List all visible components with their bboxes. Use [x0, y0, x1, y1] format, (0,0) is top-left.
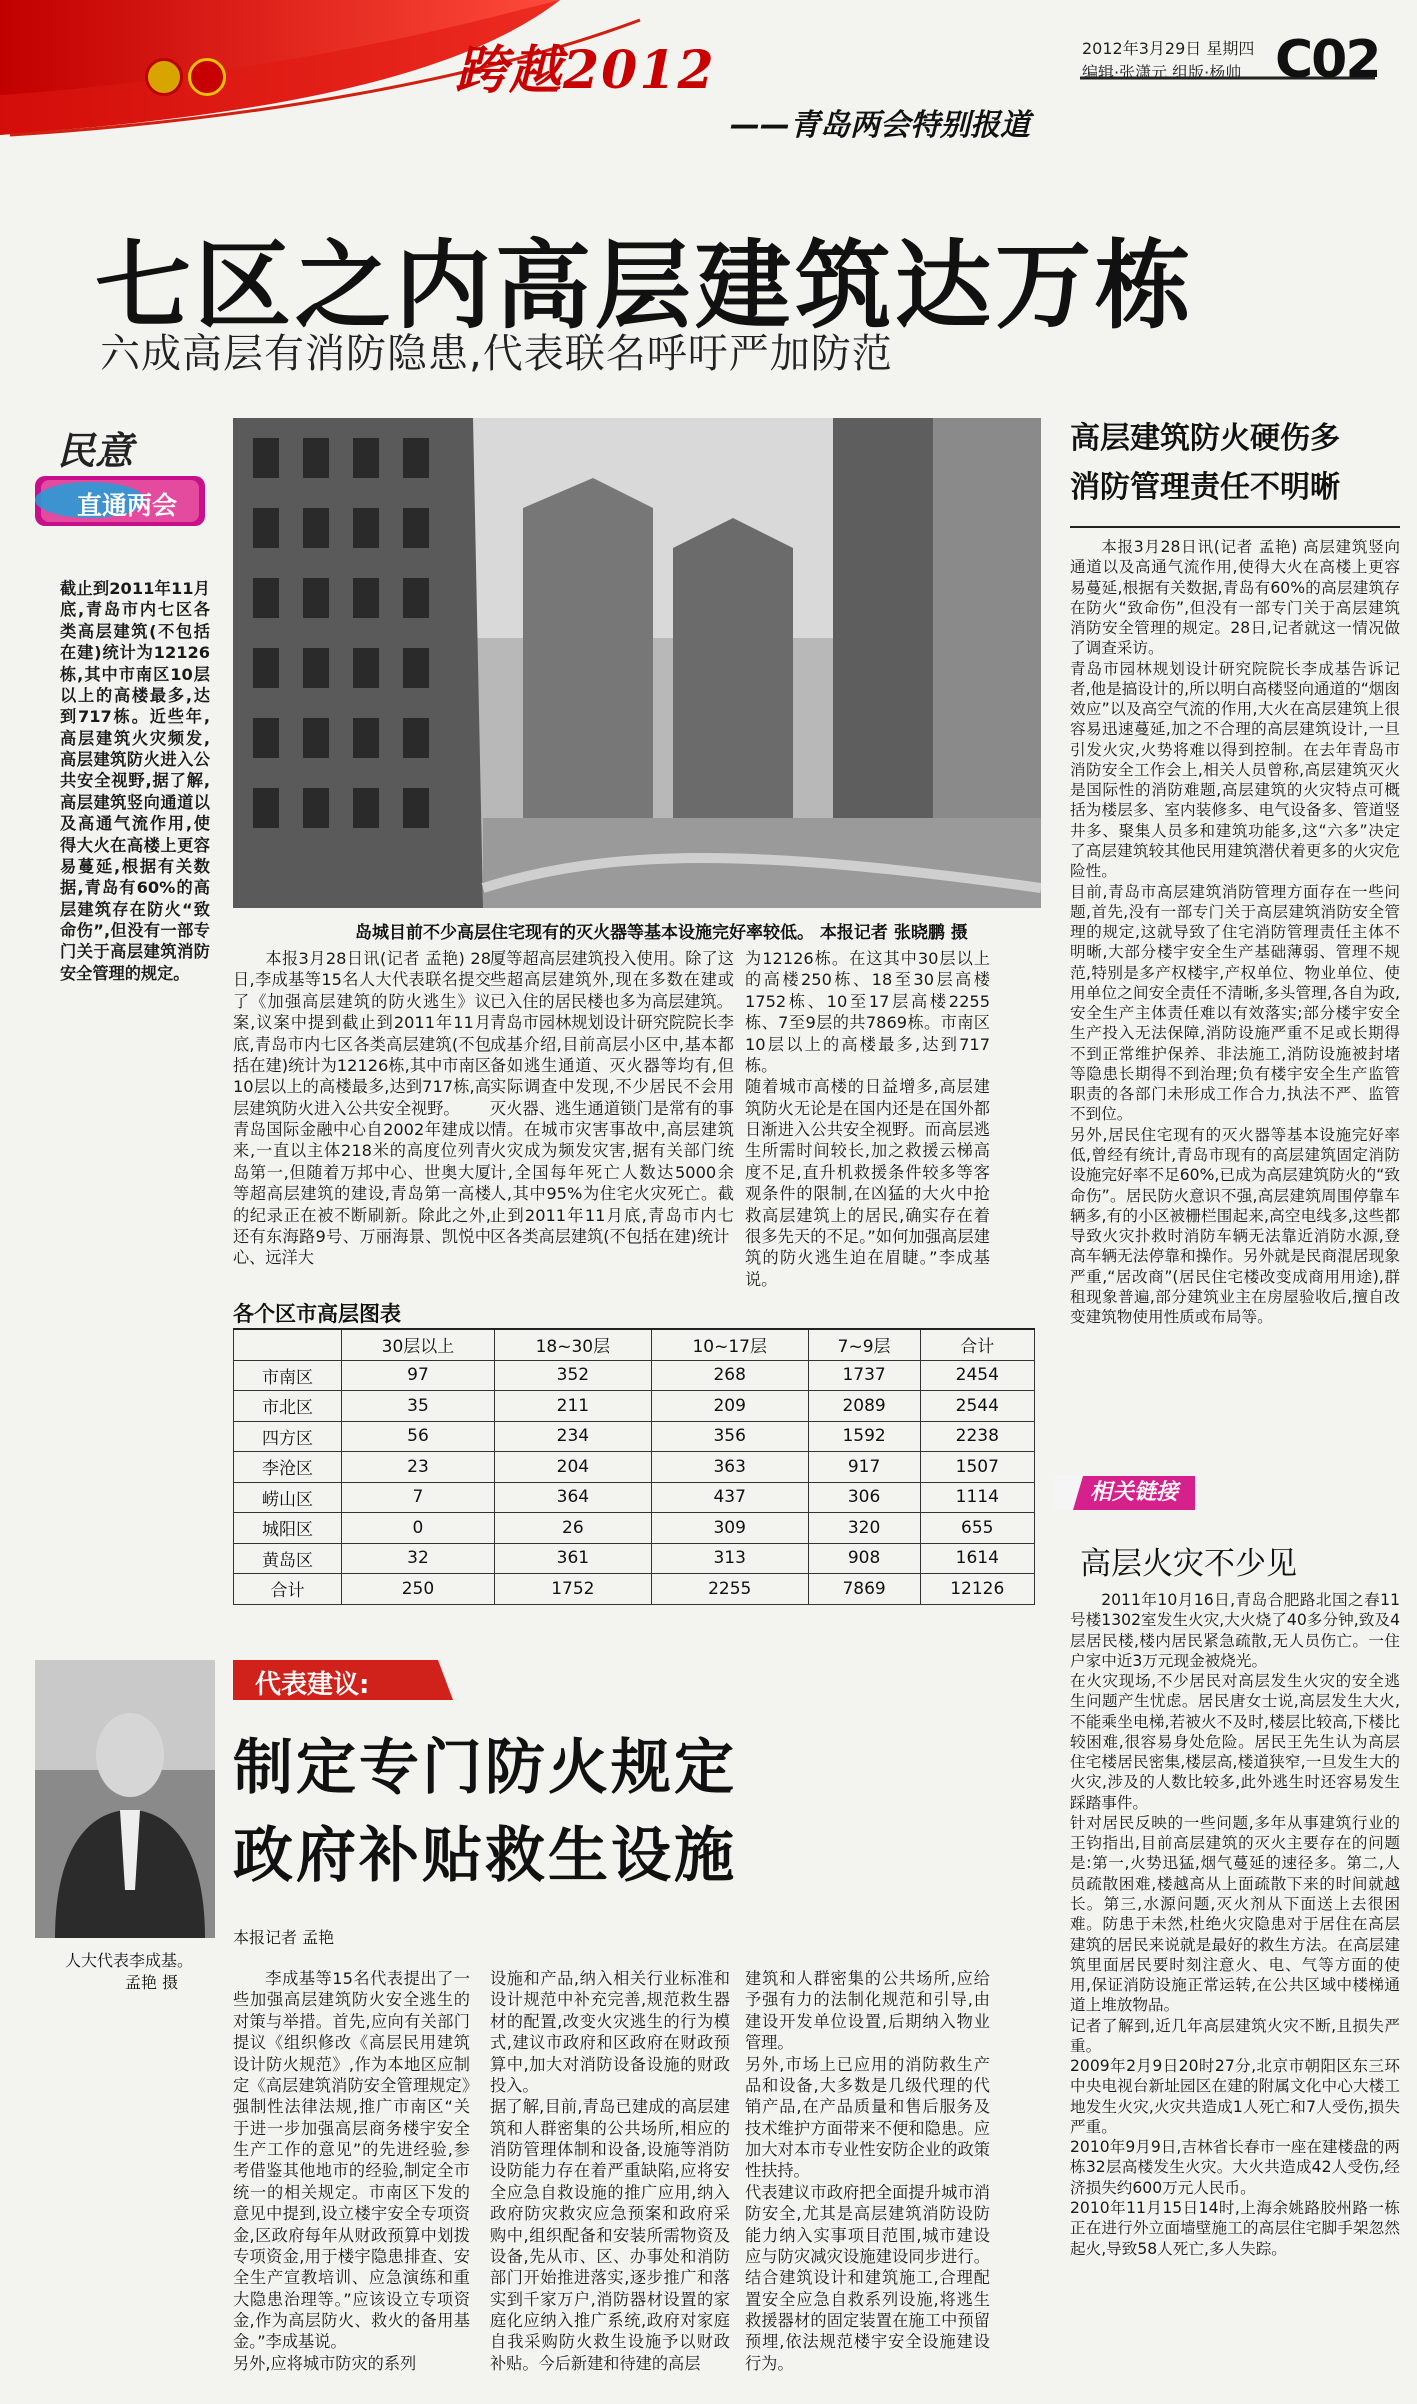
national-emblem-icon — [145, 58, 183, 96]
related-link-label: 相关链接 — [1090, 1480, 1179, 1505]
proposal-label: 代表建议: — [255, 1670, 370, 1700]
table-cell: 306 — [808, 1482, 920, 1513]
issue-date: 2012年3月29日 星期四 — [1082, 39, 1255, 58]
brand-title: 跨越2012 — [455, 40, 716, 101]
article-text-2: 厦等超高层建筑投入使用。除了这些超高层建筑外,现在多数在建或已入住的居民楼也多为高层建筑。 青岛市园林规划设计研究院院长李成基介绍,目前高层小区中,基本都备如逃生通道、灭火器等均有,但实际调查中发现,不少居民不会用灭火器、逃生通道锁门是常有的事情。在城市灾害事故中,高层建筑火灾成为频发灾害,据有关部门统计,全国每年死亡人数达5000余人,其中95%为住宅火灾死亡。截止到2011年11月底,青岛市内七区各类高层建筑(不包括在建)统计 — [490, 949, 734, 1246]
table-cell: 437 — [651, 1482, 808, 1513]
table-cell: 917 — [808, 1452, 920, 1483]
sidebar-headline-1: 高层建筑防火硬伤多 — [1070, 421, 1340, 456]
table-cell: 7869 — [808, 1574, 920, 1605]
table-cell: 市南区 — [234, 1360, 342, 1391]
table-header-cell — [234, 1329, 342, 1360]
proposal-text-3: 建筑和人群密集的公共场所,应给予强有力的法制化规范和引导,由建设开发单位设置,后期纳入物业管理。 另外,市场上已应用的消防救生产品和设备,大多数是几级代理的代销产品,在产品质量和售后服务及技术维护方面带来不便和隐患。应加大对本市专业性安防企业的政策性扶持。 代表建议市政府把全面提升城市消防安全,尤其是高层建筑消防设防能力纳入实事项目范围,城市建设应与防灾减灾设施建设同步进行。结合建筑设计和建筑施工,合理配置安全应急自救系列设施,将逃生救援器材的固定装置在施工中预留预埋,依法规范楼宇安全设施建设行为。 — [745, 1969, 990, 2373]
page-subheadline: 六成高层有消防隐患,代表联名呼吁严加防范 — [100, 331, 893, 377]
table-cell: 250 — [342, 1574, 495, 1605]
table-cell: 1114 — [920, 1482, 1034, 1513]
table-cell: 361 — [494, 1543, 651, 1574]
table-cell: 四方区 — [234, 1421, 342, 1452]
table-cell: 364 — [494, 1482, 651, 1513]
article-text-3: 为12126栋。在这其中30层以上的高楼250栋、18至30层高楼1752栋、10至17层高楼2255栋、7至9层的共7869栋。市南区10层以上的高楼最多,达到717栋。 随着城市高楼的日益增多,高层建筑防火无论是在国内还是在国外都日渐进入公共安全视野。而高层逃生所需时间较长,加之救援云梯高度不足,直升机救援条件较多等客观条件的限制,在凶猛的大火中抢救高层建筑上的居民,确实存在着很多先天的不足。”如何加强高层建筑的防火逃生迫在眉睫。”李成基说。 — [745, 949, 990, 1289]
table-cell: 李沧区 — [234, 1452, 342, 1483]
article-column-2 — [490, 948, 734, 1247]
table-cell: 2089 — [808, 1391, 920, 1422]
sidebar-divider — [1070, 526, 1400, 528]
table-row — [234, 1452, 1035, 1483]
table-row — [234, 1513, 1035, 1544]
table-cell: 2238 — [920, 1421, 1034, 1452]
table-cell: 2255 — [651, 1574, 808, 1605]
table-cell: 2454 — [920, 1360, 1034, 1391]
table-cell: 356 — [651, 1421, 808, 1452]
table-cell: 7 — [342, 1482, 495, 1513]
table-cell: 234 — [494, 1421, 651, 1452]
table-row — [234, 1360, 1035, 1391]
column-logo-subtitle: 直通两会 — [77, 491, 178, 520]
related-headline: 高层火灾不少见 — [1080, 1546, 1297, 1582]
table-row — [234, 1482, 1035, 1513]
table-cell: 1614 — [920, 1543, 1034, 1574]
proposal-column-3 — [745, 1968, 990, 2374]
table-cell: 1737 — [808, 1360, 920, 1391]
related-article — [1070, 1590, 1400, 2259]
table-cell: 209 — [651, 1391, 808, 1422]
table-cell: 97 — [342, 1360, 495, 1391]
table-cell: 2544 — [920, 1391, 1034, 1422]
table-cell: 320 — [808, 1513, 920, 1544]
proposal-byline: 本报记者 孟艳 — [233, 1928, 335, 1947]
article-column-1 — [233, 948, 491, 1269]
sidebar-text: 本报3月28日讯(记者 孟艳) 高层建筑竖向通道以及高通气流作用,使得大火在高楼上更容易蔓延,根据有关数据,青岛有60%的高层建筑存在防火“致命伤”,但没有一部专门关于高层建筑消防安全管理的规定。28日,记者就这一情况做了调查采访。 青岛市园林规划设计研究院院长李成基告诉记者,他是搞设计的,所以明白高楼竖向通道的“烟囱效应”以及高空气流的作用,大火在高层建筑上很容易迅速蔓延,加之不合理的高层建筑设计,一旦引发火灾,火势将难以得到控制。在去年青岛市消防安全工作会上,相关人员曾称,高层建筑灭火是国际性的消防难题,高层建筑的火灾特点可概括为楼层多、室内装修多、电气设备多、管道竖井多、聚集人员多和建筑功能多,这“六多”决定了高层建筑较其他民用建筑潜伏着更多的火灾危险性。 目前,青岛市高层建筑消防管理方面存在一些问题,首先,没有一部专门关于高层建筑消防安全管理的规定,这就导致了住宅消防管理责任主体不明晰,大部分楼宇安全生产基础薄弱、管理不规范,特别是多产权楼宇,产权单位、物业单位、使用单位之间安全责任不清晰,多头管理,各自为政,安全生产主体责任难以有效落实;部分楼宇安全生产投入无法保障,消防设施严重不足或长期得不到正常维护保养、非法施工,消防设施被封堵等隐患长期得不到治理;负有楼宇安全生产监管职责的各部门未形成工作合力,执法不严、监管不到位。 另外,居民住宅现有的灭火器等基本设施完好率低,曾经有统计,青岛市现有的高层建筑固定消防设施完好率不足60%,已成为高层建筑防火的“致命伤”。居民防火意识不强,高层建筑周围停靠车辆多,有的小区被栅栏围起来,高空电线多,这些都导致火灾扑救时消防车辆无法靠近消防水源,登高车辆无法停靠和操作。另外就是民商混居现象严重,“居改商”(居民住宅楼改变成商用用途),群租现象普遍,部分建筑业主在房屋验收后,擅自改变建筑物使用性质或布局等。 — [1070, 538, 1400, 1327]
table-cell: 23 — [342, 1452, 495, 1483]
table-header-cell: 10~17层 — [651, 1329, 808, 1360]
proposal-headline-1: 制定专门防火规定 — [233, 1733, 737, 1803]
table-row — [234, 1391, 1035, 1422]
representative-caption — [65, 1950, 193, 1993]
table-cell: 204 — [494, 1452, 651, 1483]
table-cell: 崂山区 — [234, 1482, 342, 1513]
table-header-cell: 18~30层 — [494, 1329, 651, 1360]
table-cell: 352 — [494, 1360, 651, 1391]
proposal-column-1 — [233, 1968, 470, 2374]
table-cell: 城阳区 — [234, 1513, 342, 1544]
representative-caption-name: 人大代表李成基。 — [65, 1951, 194, 1970]
brand-subtitle: ——青岛两会特别报道 — [730, 108, 1030, 143]
district-highrise-table — [233, 1328, 1035, 1605]
table-cell: 35 — [342, 1391, 495, 1422]
table-header-row — [234, 1329, 1035, 1360]
table-cell: 313 — [651, 1543, 808, 1574]
news-photo-high-rise — [233, 418, 1041, 908]
proposal-text-2: 设施和产品,纳入相关行业标准和设计规范中补充完善,规范救生器材的配置,改变火灾逃生的行为模式,建议市政府和区政府在财政预算中,加大对消防设备设施的财政投入。 据了解,目前,青岛已建成的高层建筑和人群密集的公共场所,相应的消防管理体制和设备,设施等消防设防能力存在着严重缺陷,应将安全应急自救设施的推广应用,纳入政府防灾救灾应急预案和政府采购中,组织配备和安装所需物资及设备,先从市、区、办事处和消防部门开始推进落实,逐步推广和落实到千家万户,消防器材设置的家庭化应纳入推广系统,政府对家庭自我采购防火救生设施予以财政补贴。今后新建和待建的高层 — [490, 1969, 730, 2373]
sidebar-article — [1070, 537, 1400, 1327]
table-header-cell: 合计 — [920, 1329, 1034, 1360]
column-logo-title: 民意 — [57, 428, 134, 473]
photo-caption: 岛城目前不少高层住宅现有的灭火器等基本设施完好率较低。 本报记者 张晓鹏 摄 — [355, 923, 968, 943]
related-text: 2011年10月16日,青岛合肥路北国之春11号楼1302室发生火灾,大火烧了40多分钟,致及4层居民楼,楼内居民紧急疏散,无人员伤亡。一住户家中近3万元现金被烧光。 在火灾现场,不少居民对高层发生火灾的安全逃生问题产生忧虑。居民唐女士说,高层发生大火,不能乘坐电梯,若被火不及时,楼层比较高,下楼比较困难,很容易身处危险。居民王先生认为高层住宅楼居民密集,楼层高,楼道狭窄,一旦发生大的火灾,涉及的人数比较多,此外逃生时还容易发生踩踏事件。 针对居民反映的一些问题,多年从事建筑行业的王钧指出,目前高层建筑的灭火主要存在的问题是:第一,火势迅猛,烟气蔓延的速径多。第二,人员疏散困难,楼越高从上面疏散下来的时间就越长。第三,水源问题,灭火剂从下面送上去很困难。防患于未然,杜绝火灾隐患对于居住在高层建筑的居民来说就是最好的救生方法。在高层建筑里面居民要时刻注意火、电、气等方面的使用,保证消防设施正常运转,在公共区域中楼梯通道上堆放物品。 记者了解到,近几年高层建筑火灾不断,且损失严重。 2009年2月9日20时27分,北京市朝阳区东三环中央电视台新址园区在建的附属文化中心大楼工地发生火灾,火灾共造成1人死亡和7人受伤,损失严重。 2010年9月9日,吉林省长春市一座在建楼盘的两栋32层高楼发生火灾。大火共造成42人受伤,经济损失约600万元人民币。 2010年11月15日14时,上海余姚路胶州路一栋正在进行外立面墙壁施工的高层住宅脚手架忽然起火,导致58人死亡,多人失踪。 — [1070, 1591, 1400, 2258]
table-header-cell: 30层以上 — [342, 1329, 495, 1360]
page-number: C02 — [1275, 30, 1380, 90]
column-logo — [35, 420, 205, 540]
table-cell: 0 — [342, 1513, 495, 1544]
table-cell: 56 — [342, 1421, 495, 1452]
table-cell: 合计 — [234, 1574, 342, 1605]
table-cell: 12126 — [920, 1574, 1034, 1605]
article-text-1: 本报3月28日讯(记者 孟艳) 28日,李成基等15名人大代表联名提交了《加强高层建筑的防火逃生》议案,议案中提到截止到2011年11月底,青岛市内七区各类高层建筑(不包括在建)统计为12126栋,其中市南区10层以上的高楼最多,达到717栋,高层建筑防火进入公共安全视野。 青岛国际金融中心自2002年建成以来,一直以主体218米的高度位列青岛第一,但随着万邦中心、世奥大厦等超高层建筑的建设,青岛第一高楼的纪录正在被不断刷新。除此之外,还有东海路9号、万丽海景、凯悦中心、远洋大 — [233, 949, 491, 1268]
table-header-cell: 7~9层 — [808, 1329, 920, 1360]
table-cell: 211 — [494, 1391, 651, 1422]
table-cell: 1507 — [920, 1452, 1034, 1483]
table-cell: 268 — [651, 1360, 808, 1391]
proposal-column-2 — [490, 1968, 730, 2374]
table-cell: 市北区 — [234, 1391, 342, 1422]
proposal-headline-2: 政府补贴救生设施 — [233, 1821, 737, 1891]
representative-photo — [35, 1660, 215, 1938]
intro-summary: 截止到2011年11月底,青岛市内七区各类高层建筑(不包括在建)统计为12126栋,其中市南区10层以上的高楼最多,达到717栋。近些年,高层建筑火灾频发,高层建筑防火进入公共安全视野,据了解,高层建筑竖向通道以及高通气流作用,使得大火在高楼上更容易蔓延,根据有关数据,青岛有60%的高层建筑存在防火“致命伤”,但没有一部专门关于高层建筑消防安全管理的规定。 — [60, 579, 210, 983]
table-cell: 1752 — [494, 1574, 651, 1605]
table-cell: 363 — [651, 1452, 808, 1483]
table-cell: 655 — [920, 1513, 1034, 1544]
table-row — [234, 1543, 1035, 1574]
editors-line: 编辑·张潇元 组版·杨帅 — [1082, 63, 1242, 82]
sidebar-headline-2: 消防管理责任不明晰 — [1070, 470, 1340, 505]
proposal-text-1: 李成基等15名代表提出了一些加强高层建筑防火安全逃生的对策与举措。首先,应向有关部门提议《组织修改《高层民用建筑设计防火规范》,作为本地区应制定《高层建筑消防安全管理规定》强制性法律法规,推广市南区“关于进一步加强高层商务楼宇安全生产工作的意见”的先进经验,参考借鉴其他地市的经验,制定全市统一的相关规定。市南区下发的意见中提到,设立楼宇安全专项资金,区政府每年从财政预算中划拨专项资金,用于楼宇隐患排查、安全生产宣教培训、应急演练和重大隐患治理等。”应该设立专项资金,作为高层防火、救火的备用基金。”李成基说。 另外,应将城市防灾的系列 — [233, 1969, 470, 2373]
table-row — [234, 1574, 1035, 1605]
congress-badge-icon — [188, 58, 226, 96]
table-cell: 908 — [808, 1543, 920, 1574]
table-cell: 黄岛区 — [234, 1543, 342, 1574]
page-headline: 七区之内高层建筑达万栋 — [95, 230, 1195, 342]
table-cell: 26 — [494, 1513, 651, 1544]
table-title: 各个区市高层图表 — [233, 1302, 401, 1326]
table-cell: 32 — [342, 1543, 495, 1574]
table-cell: 1592 — [808, 1421, 920, 1452]
table-cell: 309 — [651, 1513, 808, 1544]
article-column-3 — [745, 948, 990, 1290]
representative-caption-credit: 孟艳 摄 — [125, 1972, 179, 1992]
table-row — [234, 1421, 1035, 1452]
